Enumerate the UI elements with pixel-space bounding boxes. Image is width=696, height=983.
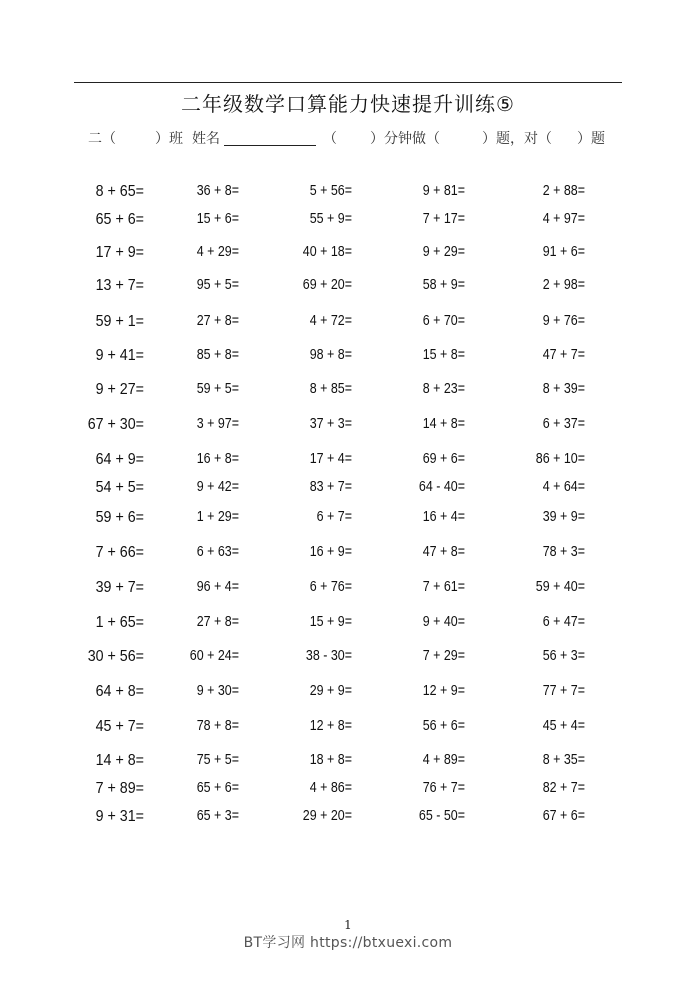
problem-item: 9 + 29= [422,244,465,260]
problem-item: 6 + 47= [542,614,585,630]
problem-item: 65 - 50= [418,808,465,824]
problem-item: 65 + 3= [196,808,239,824]
problem-item: 38 - 30= [305,648,352,664]
problem-item: 6 + 37= [542,416,585,432]
problem-item: 75 + 5= [196,752,239,768]
problem-item: 82 + 7= [542,780,585,796]
problem-item: 16 + 8= [196,451,239,467]
problem-item: 69 + 20= [302,277,352,293]
problem-item: 59 + 1= [95,313,144,330]
problem-item: 9 + 42= [196,479,239,495]
problem-item: 39 + 7= [95,579,144,596]
problem-item: 18 + 8= [309,752,352,768]
problem-item: 4 + 97= [542,211,585,227]
problem-item: 9 + 31= [95,808,144,825]
problem-item: 65 + 6= [95,211,144,228]
problem-item: 78 + 3= [542,544,585,560]
problem-item: 16 + 4= [422,509,465,525]
problem-item: 4 + 89= [422,752,465,768]
problem-item: 7 + 89= [95,780,144,797]
problem-item: 4 + 86= [309,780,352,796]
problem-item: 55 + 9= [309,211,352,227]
problem-item: 8 + 23= [422,381,465,397]
problem-item: 59 + 5= [196,381,239,397]
page-title: 二年级数学口算能力快速提升训练⑤ [181,92,515,116]
problem-item: 54 + 5= [95,479,144,496]
problem-item: 36 + 8= [196,183,239,199]
problem-item: 27 + 8= [196,614,239,630]
problem-item: 98 + 8= [309,347,352,363]
problem-item: 6 + 76= [309,579,352,595]
problem-item: 1 + 65= [95,614,144,631]
problem-item: 16 + 9= [309,544,352,560]
problem-item: 77 + 7= [542,683,585,699]
problem-item: 9 + 40= [422,614,465,630]
problem-item: 4 + 64= [542,479,585,495]
class-suffix: ）班 [155,131,183,147]
questions-close: ）题，对（ [482,131,552,147]
problem-item: 2 + 88= [542,183,585,199]
problem-item: 58 + 9= [422,277,465,293]
problem-item: 64 - 40= [418,479,465,495]
problem-item: 76 + 7= [422,780,465,796]
problem-item: 85 + 8= [196,347,239,363]
problem-item: 17 + 9= [95,244,144,261]
problem-item: 9 + 81= [422,183,465,199]
problem-item: 4 + 72= [309,313,352,329]
problem-item: 14 + 8= [95,752,144,769]
problem-item: 8 + 39= [542,381,585,397]
problem-item: 4 + 29= [196,244,239,260]
problem-item: 56 + 6= [422,718,465,734]
problem-item: 5 + 56= [309,183,352,199]
problem-item: 9 + 27= [95,381,144,398]
problem-item: 29 + 20= [302,808,352,824]
time-close: ）分钟做（ [370,131,440,147]
time-open: （ [323,131,337,147]
problem-item: 7 + 29= [422,648,465,664]
problem-item: 29 + 9= [309,683,352,699]
problem-item: 69 + 6= [422,451,465,467]
problem-item: 6 + 70= [422,313,465,329]
problem-item: 40 + 18= [302,244,352,260]
problem-item: 6 + 7= [316,509,352,525]
problem-item: 8 + 35= [542,752,585,768]
problem-item: 1 + 29= [196,509,239,525]
problem-item: 59 + 40= [535,579,585,595]
problem-item: 17 + 4= [309,451,352,467]
problem-item: 7 + 61= [422,579,465,595]
problem-item: 6 + 63= [196,544,239,560]
problem-item: 60 + 24= [189,648,239,664]
problem-item: 9 + 76= [542,313,585,329]
problem-item: 65 + 6= [196,780,239,796]
problem-item: 56 + 3= [542,648,585,664]
problem-item: 7 + 66= [95,544,144,561]
problem-item: 12 + 9= [422,683,465,699]
problem-item: 8 + 85= [309,381,352,397]
problem-item: 86 + 10= [535,451,585,467]
problem-item: 64 + 8= [95,683,144,700]
problem-item: 78 + 8= [196,718,239,734]
problem-item: 13 + 7= [95,277,144,294]
problem-item: 47 + 7= [542,347,585,363]
problem-item: 39 + 9= [542,509,585,525]
problem-item: 67 + 30= [87,416,144,433]
problem-item: 96 + 4= [196,579,239,595]
problem-item: 95 + 5= [196,277,239,293]
problem-item: 37 + 3= [309,416,352,432]
problem-item: 83 + 7= [309,479,352,495]
problem-item: 64 + 9= [95,451,144,468]
problem-item: 9 + 30= [196,683,239,699]
problem-item: 9 + 41= [95,347,144,364]
problem-item: 14 + 8= [422,416,465,432]
problem-item: 3 + 97= [196,416,239,432]
correct-close: ）题 [577,131,605,147]
watermark: BT学习网 https://btxuexi.com [243,935,453,951]
problem-item: 15 + 8= [422,347,465,363]
problem-item: 2 + 98= [542,277,585,293]
problem-item: 27 + 8= [196,313,239,329]
problem-item: 45 + 4= [542,718,585,734]
problem-item: 67 + 6= [542,808,585,824]
problem-item: 7 + 17= [422,211,465,227]
class-prefix: 二（ [88,131,116,147]
problem-item: 30 + 56= [87,648,144,665]
problem-item: 15 + 6= [196,211,239,227]
page-number: 1 [344,918,352,932]
name-label: 姓名 [192,131,220,147]
problem-item: 91 + 6= [542,244,585,260]
problem-item: 47 + 8= [422,544,465,560]
problem-item: 15 + 9= [309,614,352,630]
problem-item: 45 + 7= [95,718,144,735]
problem-item: 8 + 65= [95,183,144,200]
problem-item: 59 + 6= [95,509,144,526]
problem-item: 12 + 8= [309,718,352,734]
